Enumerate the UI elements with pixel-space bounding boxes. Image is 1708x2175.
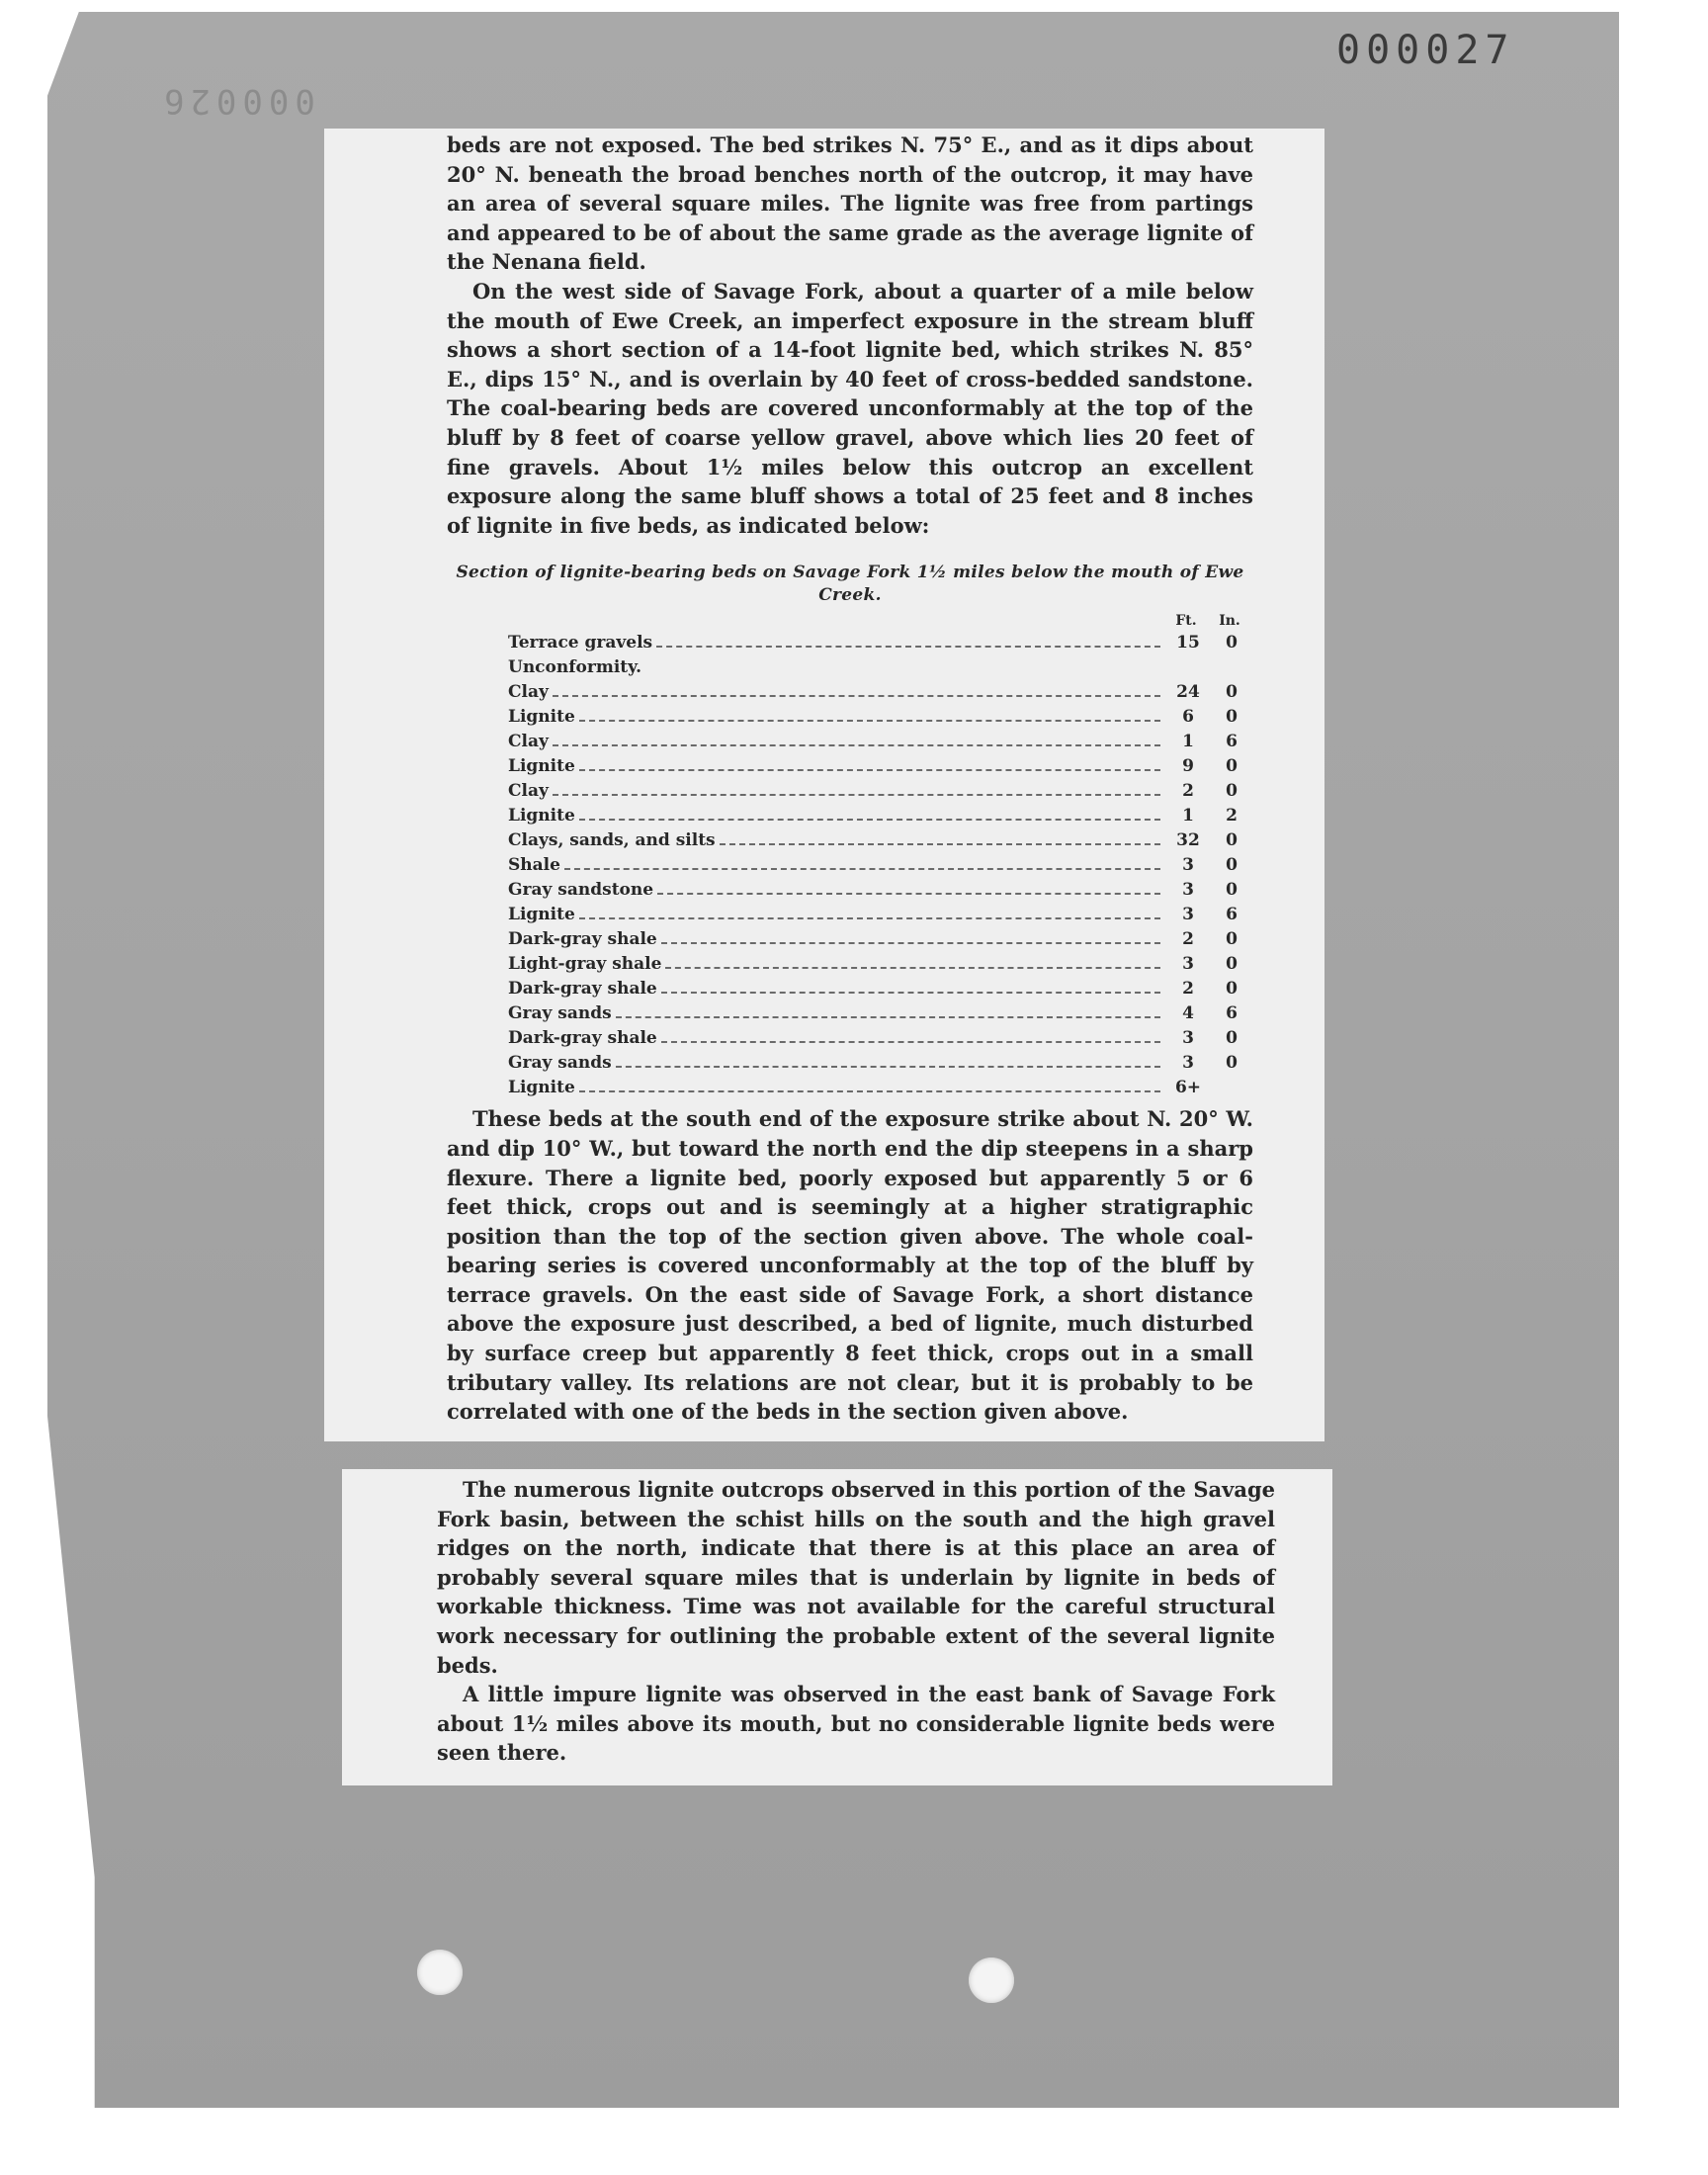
row-label: Terrace gravels — [508, 633, 653, 653]
table-row — [508, 754, 1253, 779]
table-row — [508, 1001, 1253, 1026]
row-inches: 0 — [1226, 781, 1238, 802]
table-row — [508, 705, 1253, 730]
dot-leader — [661, 1040, 1160, 1043]
dot-leader — [564, 867, 1160, 870]
lignite-section-table — [508, 611, 1253, 1100]
dot-leader — [579, 818, 1160, 821]
punch-hole-right — [969, 1958, 1014, 2003]
row-label: Clays, sands, and silts — [508, 830, 716, 851]
row-feet: 6 — [1182, 707, 1194, 728]
table-row — [508, 804, 1253, 828]
dot-leader — [657, 892, 1160, 895]
row-label: Unconformity. — [508, 657, 641, 678]
row-feet: 2 — [1182, 781, 1194, 802]
bottom-clipping — [342, 1469, 1332, 1785]
row-inches: 0 — [1226, 830, 1238, 851]
table-row — [508, 779, 1253, 804]
row-label: Gray sands — [508, 1003, 612, 1024]
column-head-ft: Ft. — [1175, 613, 1197, 630]
row-feet: 4 — [1182, 1003, 1194, 1024]
dot-leader — [579, 768, 1160, 771]
row-label: Dark-gray shale — [508, 979, 657, 1000]
row-feet: 3 — [1182, 1053, 1194, 1074]
row-label: Lignite — [508, 806, 575, 826]
row-feet: 15 — [1176, 633, 1200, 653]
table-row — [508, 1076, 1253, 1100]
row-label: Light-gray shale — [508, 954, 662, 975]
row-feet: 1 — [1182, 806, 1194, 826]
table-row — [508, 1051, 1253, 1076]
row-inches: 0 — [1226, 954, 1238, 975]
table-row — [508, 927, 1253, 952]
dot-leader — [579, 1089, 1160, 1092]
table-row — [508, 903, 1253, 927]
dot-leader — [616, 1015, 1160, 1018]
table-row — [508, 828, 1253, 853]
table-row — [508, 631, 1253, 655]
column-head-in: In. — [1219, 613, 1240, 630]
top-paragraph-2: On the west side of Savage Fork, about a quarter of a mile below the mouth of Ewe Creek, an imperfect exposure in the stream bluff shows a short section of a 14-foot lignite bed, which strikes N. 85° E., dips 15° N., and is overlain by 40 feet of cross-bedded sandstone. The coal-bearing beds are covered unconformably at the top of the bluff by 8 feet of coarse yellow gravel, above which lies 20 feet of fine gravels. About 1½ miles below this outcrop an excellent exposure along the same bluff shows a total of 25 feet and 8 inches of lignite in five beds, as indicated below: — [447, 278, 1253, 538]
row-inches: 0 — [1226, 633, 1238, 653]
dot-leader — [553, 793, 1160, 796]
row-feet: 9 — [1182, 756, 1194, 777]
row-label: Gray sands — [508, 1053, 612, 1074]
dot-leader — [553, 743, 1160, 746]
row-feet: 3 — [1182, 855, 1194, 876]
row-feet: 24 — [1176, 682, 1200, 703]
page-number-stamp: 000027 — [1336, 28, 1515, 73]
row-inches: 2 — [1226, 806, 1238, 826]
dot-leader — [665, 966, 1160, 969]
dot-leader — [616, 1065, 1160, 1068]
table-row — [508, 853, 1253, 878]
row-label: Lignite — [508, 707, 575, 728]
ghost-page-stamp: 000026 — [158, 81, 315, 121]
row-inches: 0 — [1226, 756, 1238, 777]
table-row — [508, 878, 1253, 903]
table-caption: Section of lignite-bearing beds on Savage Fork 1½ miles below the mouth of Ewe Creek. — [456, 563, 1244, 606]
row-label: Dark-gray shale — [508, 1028, 657, 1049]
table-row — [508, 680, 1253, 705]
row-inches: 0 — [1226, 1053, 1238, 1074]
row-label: Clay — [508, 781, 549, 802]
row-label: Lignite — [508, 756, 575, 777]
row-label: Lignite — [508, 905, 575, 925]
dot-leader — [661, 941, 1160, 944]
row-label: Clay — [508, 732, 549, 752]
table-row — [508, 655, 1253, 680]
dot-leader — [661, 991, 1160, 994]
top-paragraph-1: beds are not exposed. The bed strikes N. 75° E., and as it dips about 20° N. beneath the broad benches north of the outcrop, it may have an area of several square miles. The lignite was free from partings and appeared to be of about the same grade as the average lignite of the Nenana field. — [447, 132, 1253, 275]
table-row — [508, 977, 1253, 1001]
bottom-paragraph-1: The numerous lignite outcrops observed in this portion of the Savage Fork basin, between the schist hills on the south and the high gravel ridges on the north, indicate that there is at this place an area of probably several square miles that is underlain by lignite in beds of workable thickness. Time was not available for the careful structural work necessary for outlining the probable extent of the several lignite beds. — [437, 1477, 1275, 1678]
dot-leader — [579, 719, 1160, 722]
row-label: Shale — [508, 855, 560, 876]
row-feet: 1 — [1182, 732, 1194, 752]
row-feet: 2 — [1182, 979, 1194, 1000]
row-inches: 6 — [1226, 732, 1238, 752]
bottom-paragraph-2: A little impure lignite was observed in the east bank of Savage Fork about 1½ miles above its mouth, but no considerable lignite beds were seen there. — [437, 1682, 1275, 1766]
table-row — [508, 952, 1253, 977]
table-column-heads — [508, 611, 1253, 631]
row-feet: 2 — [1182, 929, 1194, 950]
top-clipping — [324, 129, 1324, 1441]
row-feet: 32 — [1176, 830, 1200, 851]
table-row — [508, 1026, 1253, 1051]
row-inches: 0 — [1226, 682, 1238, 703]
row-feet: 3 — [1182, 880, 1194, 901]
row-label: Dark-gray shale — [508, 929, 657, 950]
top-paragraph-3: These beds at the south end of the exposure strike about N. 20° W. and dip 10° W., but toward the north end the dip steepens in a sharp flexure. There a lignite bed, poorly exposed but apparently 5 or 6 feet thick, crops out and is seemingly at a higher stratigraphic position than the top of the section given above. The whole coal-bearing series is covered unconformably at the top of the bluff by terrace gravels. On the east side of Savage Fork, a short distance above the exposure just described, a bed of lignite, much disturbed by surface creep but apparently 8 feet thick, crops out in a small tributary valley. Its relations are not clear, but it is probably to be correlated with one of the beds in the section given above. — [447, 1106, 1253, 1425]
row-inches: 0 — [1226, 855, 1238, 876]
row-label: Clay — [508, 682, 549, 703]
table-row — [508, 730, 1253, 754]
row-label: Lignite — [508, 1078, 575, 1098]
row-label: Gray sandstone — [508, 880, 654, 901]
dot-leader — [553, 694, 1160, 697]
row-inches: 0 — [1226, 1028, 1238, 1049]
row-inches: 0 — [1226, 979, 1238, 1000]
dot-leader — [579, 916, 1160, 919]
row-inches: 0 — [1226, 707, 1238, 728]
row-inches: 6 — [1226, 1003, 1238, 1024]
row-inches: 0 — [1226, 880, 1238, 901]
dot-leader — [645, 671, 1160, 672]
dot-leader — [720, 842, 1160, 845]
row-inches: 6 — [1226, 905, 1238, 925]
punch-hole-left — [417, 1950, 463, 1995]
table-rows — [508, 631, 1253, 1100]
row-feet: 3 — [1182, 905, 1194, 925]
dot-leader — [656, 645, 1160, 648]
row-feet: 3 — [1182, 954, 1194, 975]
row-inches: 0 — [1226, 929, 1238, 950]
row-feet: 3 — [1182, 1028, 1194, 1049]
row-feet: 6+ — [1174, 1078, 1202, 1098]
